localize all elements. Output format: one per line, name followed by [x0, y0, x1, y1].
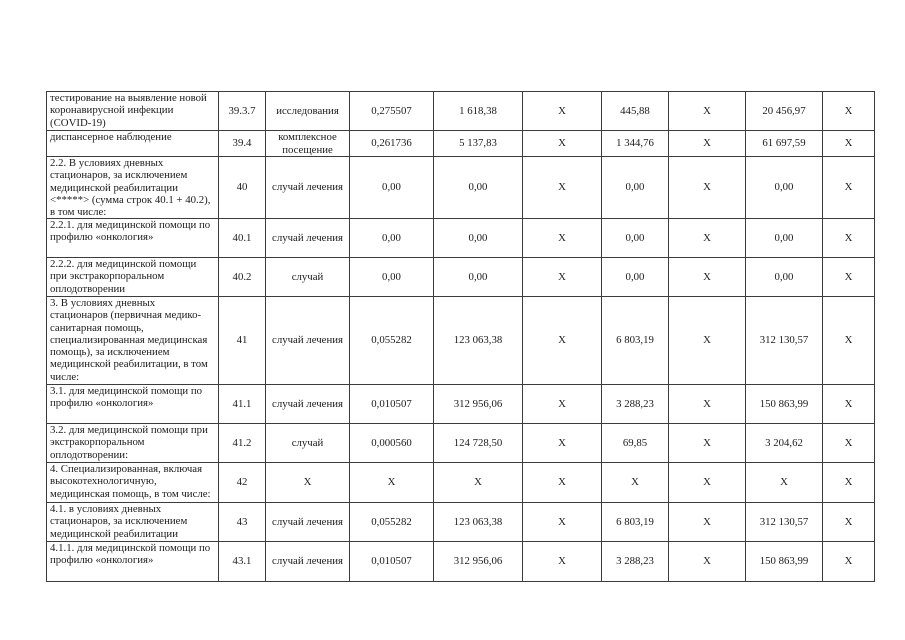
value-cell: 0,00 [602, 219, 669, 258]
value-cell: 0,00 [434, 219, 523, 258]
value-cell: 0,00 [602, 258, 669, 297]
description-cell: диспансерное наблюдение [47, 131, 219, 157]
value-cell: 0,00 [434, 157, 523, 219]
value-cell: X [669, 258, 746, 297]
row-code-cell: 39.4 [219, 131, 266, 157]
row-code-cell: 40.2 [219, 258, 266, 297]
unit-cell: случай лечения [266, 385, 350, 424]
value-cell: X [823, 219, 875, 258]
table-row [47, 503, 875, 542]
value-cell: X [823, 385, 875, 424]
value-cell: 61 697,59 [746, 131, 823, 157]
unit-cell: X [266, 463, 350, 503]
value-cell: X [669, 219, 746, 258]
value-cell: 0,010507 [350, 542, 434, 582]
value-cell: 312 130,57 [746, 297, 823, 385]
value-cell: X [823, 463, 875, 503]
row-code-cell: 41 [219, 297, 266, 385]
value-cell: X [523, 503, 602, 542]
description-cell: 3.2. для медицинской помощи при экстракорпоральном оплодотворении: [47, 424, 219, 463]
value-cell: 1 618,38 [434, 92, 523, 131]
value-cell: 0,055282 [350, 503, 434, 542]
value-cell: 5 137,83 [434, 131, 523, 157]
unit-cell: случай лечения [266, 503, 350, 542]
value-cell: 20 456,97 [746, 92, 823, 131]
value-cell: X [669, 503, 746, 542]
value-cell: 0,00 [350, 157, 434, 219]
value-cell: 3 288,23 [602, 385, 669, 424]
description-cell: 4. Специализированная, включая высокотехнологичную, медицинская помощь, в том числе: [47, 463, 219, 503]
value-cell: 0,00 [434, 258, 523, 297]
value-cell: 3 204,62 [746, 424, 823, 463]
value-cell: 445,88 [602, 92, 669, 131]
value-cell: X [823, 157, 875, 219]
value-cell: 0,010507 [350, 385, 434, 424]
description-cell: 4.1.1. для медицинской помощи по профилю «онкология» [47, 542, 219, 582]
value-cell: X [669, 297, 746, 385]
unit-cell: случай [266, 258, 350, 297]
value-cell: 0,00 [350, 258, 434, 297]
value-cell: 0,000560 [350, 424, 434, 463]
unit-cell: случай лечения [266, 157, 350, 219]
value-cell: 3 288,23 [602, 542, 669, 582]
description-cell: 3.1. для медицинской помощи по профилю «онкология» [47, 385, 219, 424]
table-row [47, 219, 875, 258]
value-cell: X [669, 92, 746, 131]
value-cell: X [523, 424, 602, 463]
value-cell: 312 130,57 [746, 503, 823, 542]
value-cell: 0,00 [746, 219, 823, 258]
value-cell: 0,00 [602, 157, 669, 219]
value-cell: 69,85 [602, 424, 669, 463]
value-cell: X [669, 424, 746, 463]
table-row [47, 297, 875, 385]
row-code-cell: 41.1 [219, 385, 266, 424]
value-cell: X [823, 131, 875, 157]
value-cell: 312 956,06 [434, 385, 523, 424]
value-cell: X [523, 385, 602, 424]
value-cell: 0,00 [350, 219, 434, 258]
value-cell: 312 956,06 [434, 542, 523, 582]
value-cell: 150 863,99 [746, 385, 823, 424]
table-row [47, 258, 875, 297]
value-cell: X [669, 463, 746, 503]
table-row [47, 157, 875, 219]
value-cell: 6 803,19 [602, 503, 669, 542]
value-cell: X [523, 542, 602, 582]
table-row [47, 385, 875, 424]
value-cell: 0,00 [746, 157, 823, 219]
value-cell: 150 863,99 [746, 542, 823, 582]
value-cell: 123 063,38 [434, 297, 523, 385]
table-row [47, 424, 875, 463]
value-cell: X [823, 258, 875, 297]
description-cell: 2.2. В условиях дневных стационаров, за исключением медицинской реабилитации <*****> (сумма строк 40.1 + 40.2), в том числе: [47, 157, 219, 219]
value-cell: X [823, 297, 875, 385]
value-cell: X [823, 92, 875, 131]
description-cell: 2.2.2. для медицинской помощи при экстракорпоральном оплодотворении [47, 258, 219, 297]
value-cell: X [823, 424, 875, 463]
unit-cell: исследования [266, 92, 350, 131]
value-cell: X [350, 463, 434, 503]
value-cell: X [523, 157, 602, 219]
description-cell: 4.1. в условиях дневных стационаров, за исключением медицинской реабилитации [47, 503, 219, 542]
data-table [46, 91, 875, 582]
value-cell: 0,275507 [350, 92, 434, 131]
value-cell: 1 344,76 [602, 131, 669, 157]
value-cell: 0,055282 [350, 297, 434, 385]
value-cell: X [669, 542, 746, 582]
row-code-cell: 40.1 [219, 219, 266, 258]
row-code-cell: 42 [219, 463, 266, 503]
value-cell: X [523, 92, 602, 131]
value-cell: X [523, 258, 602, 297]
table-row [47, 92, 875, 131]
table-row [47, 131, 875, 157]
unit-cell: случай [266, 424, 350, 463]
value-cell: X [669, 157, 746, 219]
value-cell: X [823, 503, 875, 542]
value-cell: X [823, 542, 875, 582]
description-cell: тестирование на выявление новой коронавирусной инфекции (COVID-19) [47, 92, 219, 131]
value-cell: X [746, 463, 823, 503]
row-code-cell: 39.3.7 [219, 92, 266, 131]
value-cell: 6 803,19 [602, 297, 669, 385]
value-cell: X [669, 131, 746, 157]
table-row [47, 542, 875, 582]
value-cell: X [523, 131, 602, 157]
unit-cell: комплексное посещение [266, 131, 350, 157]
value-cell: 0,261736 [350, 131, 434, 157]
value-cell: X [669, 385, 746, 424]
row-code-cell: 41.2 [219, 424, 266, 463]
value-cell: X [434, 463, 523, 503]
value-cell: 0,00 [746, 258, 823, 297]
unit-cell: случай лечения [266, 542, 350, 582]
value-cell: 124 728,50 [434, 424, 523, 463]
value-cell: X [602, 463, 669, 503]
value-cell: X [523, 463, 602, 503]
value-cell: X [523, 219, 602, 258]
description-cell: 3. В условиях дневных стационаров (первичная медико- санитарная помощь, специализированная медицинская помощь), за исключением медицинской реабилитации, в том числе: [47, 297, 219, 385]
row-code-cell: 40 [219, 157, 266, 219]
row-code-cell: 43 [219, 503, 266, 542]
table-row [47, 463, 875, 503]
value-cell: X [523, 297, 602, 385]
unit-cell: случай лечения [266, 219, 350, 258]
row-code-cell: 43.1 [219, 542, 266, 582]
value-cell: 123 063,38 [434, 503, 523, 542]
description-cell: 2.2.1. для медицинской помощи по профилю «онкология» [47, 219, 219, 258]
unit-cell: случай лечения [266, 297, 350, 385]
